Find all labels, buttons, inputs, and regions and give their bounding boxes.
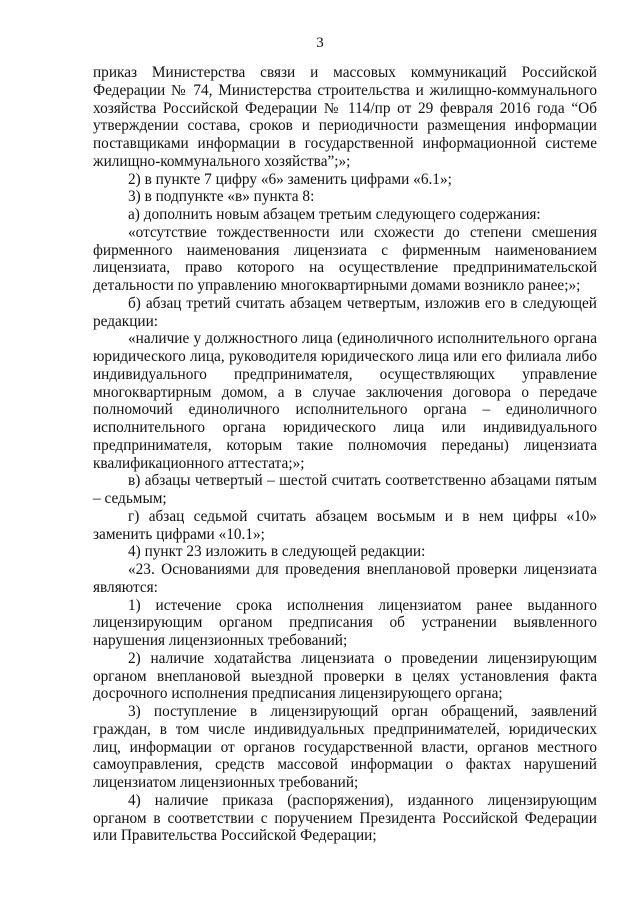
paragraph-subitem-g: г) абзац седьмой считать абзацем восьмым и в нем цифры «10» заменить цифрами «10.1»; — [93, 507, 597, 543]
paragraph-quoted-revised-clause: «наличие у должностного лица (единоличного исполнительного органа юридического лица, руководителя юридического лица или его филиала либо индивидуального предпринимателя, осуществляющих управление многоквартирным домом, а в случае заключения договора о передаче полномочий единоличного исполнительного органа – единоличного исполнительного органа юридического лица или индивидуального предпринимателя, которым такие полномочия переданы) лицензиата квалификационного аттестата;»; — [93, 330, 597, 472]
paragraph-ground-1: 1) истечение срока исполнения лицензиатом ранее выданного лицензирующим органом предписания об устранении выявленного нарушения лицензионных требований; — [93, 596, 597, 649]
page-number: 3 — [316, 35, 324, 51]
paragraph-ground-3: 3) поступление в лицензирующий орган обращений, заявлений граждан, в том числе индивидуальных предпринимателей, юридических лиц, информации от органов государственной власти, органов местного самоуправления, средств массовой информации о фактах нарушений лицензиатом лицензионных требований; — [93, 703, 597, 791]
paragraph-ground-2: 2) наличие ходатайства лицензиата о проведении лицензирующим органом внеплановой выездной проверки в целях установления факта досрочного исполнения предписания лицензирующего органа; — [93, 649, 597, 703]
paragraph-ground-4: 4) наличие приказа (распоряжения), изданного лицензирующим органом в соответствии с поручением Президента Российской Федерации или Правительства Российской Федерации; — [93, 791, 597, 845]
paragraph-subitem-b: б) абзац третий считать абзацем четвертым, изложив его в следующей редакции: — [93, 294, 597, 330]
paragraph-order-reference-continuation: приказ Министерства связи и массовых коммуникаций Российской Федерации № 74, Министерства строительства и жилищно-коммунального хозяйства Российской Федерации № 114/пр от 29 февраля 2016 года “Об утверждении состава, сроков и периодичности размещения информации поставщиками информации в государственной информационной системе жилищно-коммунального хозяйства”;»; — [93, 64, 597, 170]
paragraph-item-3: 3) в подпункте «в» пункта 8: — [128, 188, 315, 206]
paragraph-clause-23-intro: «23. Основаниями для проведения внеплановой проверки лицензиата являются: — [93, 561, 597, 596]
paragraph-item-4: 4) пункт 23 изложить в следующей редакции: — [128, 543, 426, 561]
paragraph-subitem-v: в) абзацы четвертый – шестой считать соответственно абзацами пятым – седьмым; — [93, 472, 597, 507]
paragraph-item-2: 2) в пункте 7 цифру «6» заменить цифрами «6.1»; — [128, 170, 452, 188]
paragraph-subitem-a: а) дополнить новым абзацем третьим следующего содержания: — [128, 206, 541, 223]
document-body — [93, 64, 597, 845]
paragraph-quoted-new-clause: «отсутствие тождественности или схожести до степени смешения фирменного наименования лицензиата с фирменным наименованием лицензиата, право которого на осуществление предпринимательской детальности по управлению многоквартирными домами возникло ранее;»; — [93, 223, 597, 294]
